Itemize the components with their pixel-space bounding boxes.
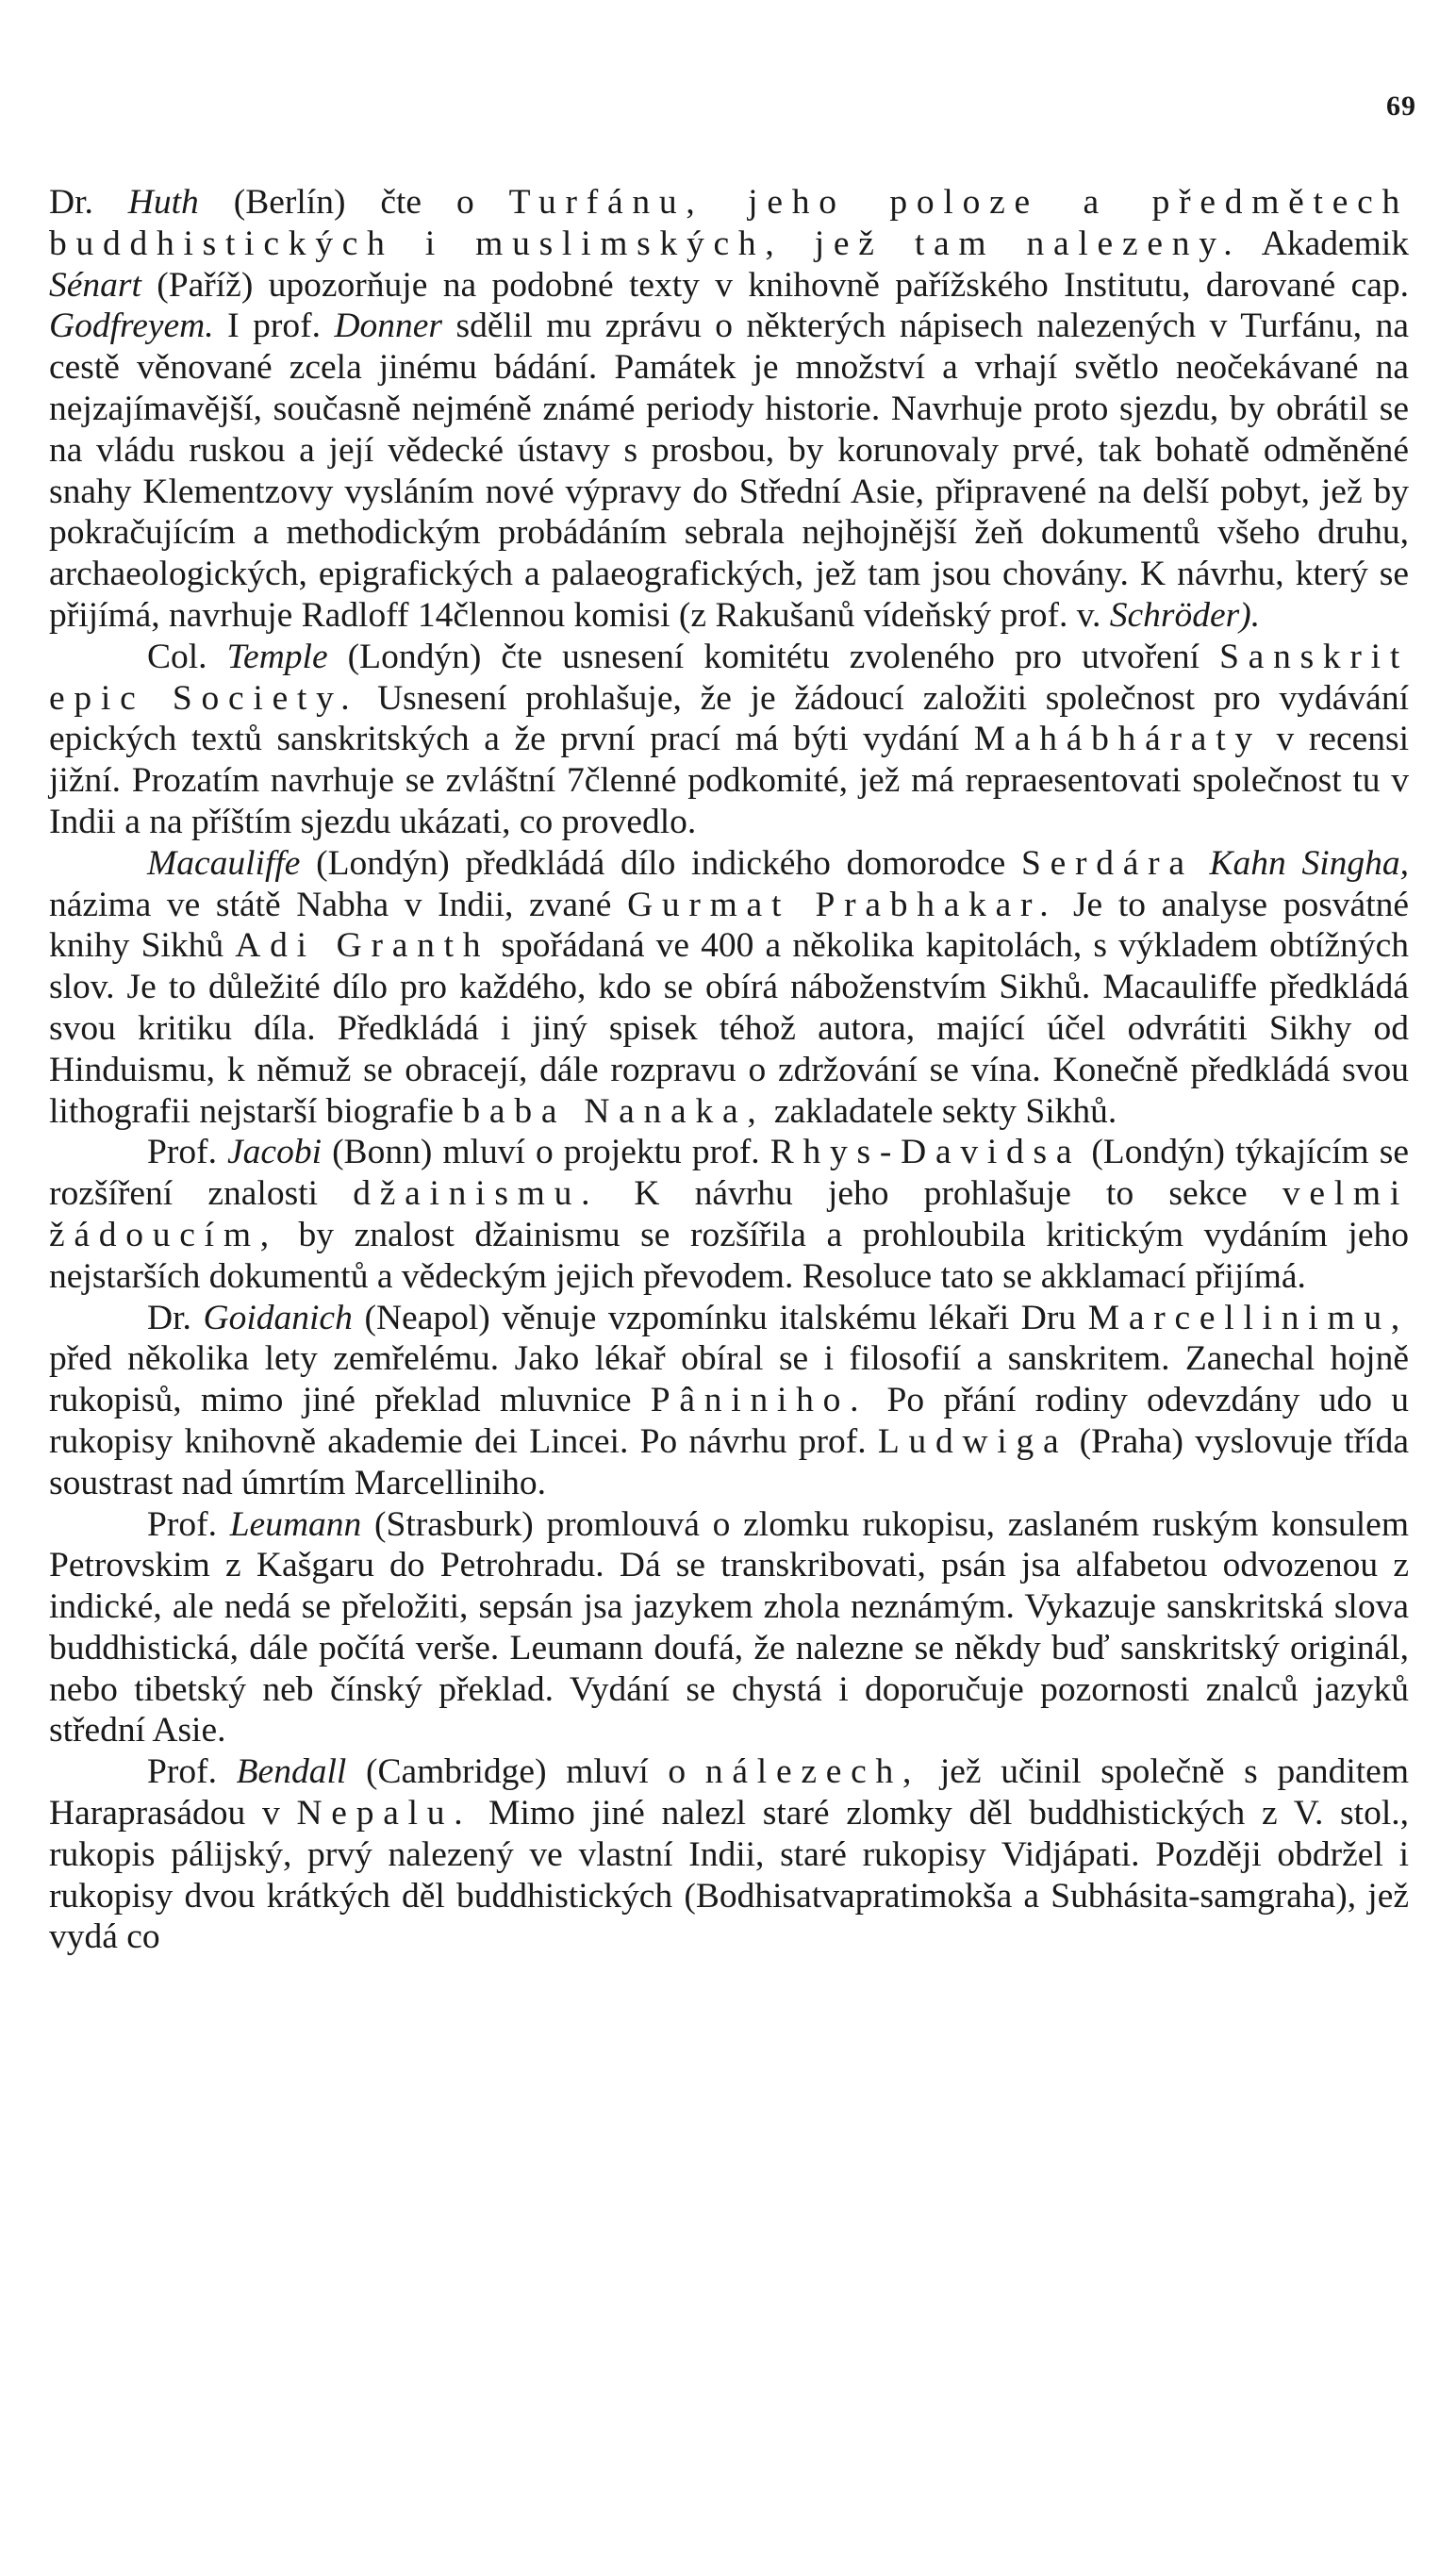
spaced-emphasis: Serdára	[1021, 843, 1194, 883]
text-run: sdělil mu zprávu o některých nápisech nalezených v Turfánu, na cestě věnované zcela jinému bádání. Památek je množství a vrhají světlo neočekávané na nejzajímavější, současně nejméně známé periody historie. Navrhuje proto sjezdu, by obrátil se na vládu ruskou a její vědecké ústavy s prosbou, by korunovaly prvé, tak bohatě odměněné snahy Klementzovy vysláním nové výpravy do Střední Asie, připravené na delší pobyt, jež by pokračujícím a methodickým probádáním sebrala nejhojnější žeň dokumentů všeho druhu, archaeologických, epigrafických a palaeografických, jež tam jsou chovány. K návrhu, který se přijímá, navrhuje Radloff 14člennou komisi (z Rakušanů vídeňský prof. v.	[49, 307, 1409, 635]
text-run: K návrhu jeho prohlašuje to sekce	[599, 1174, 1282, 1214]
text-run: (Strasburk) promlouvá o zlomku rukopisu, zaslaném ruským konsulem Petrovskim z Kašgaru do Petrohradu. Dá se transkribovati, psán jsa alfabetou odvozenou z indické, ale nedá se přeložiti, sepsán jsa jazykem zhola neznámým. Vykazuje sanskritská slova buddhistická, dále počítá verše. Leumann doufá, že nalezne se někdy buď sanskritský originál, nebo tibetský neb čínský překlad. Vydání se chystá i doporučuje pozornosti znalců jazyků střední Asie.	[49, 1504, 1409, 1750]
text-run: (Berlín) čte o	[198, 183, 509, 222]
text-run: (Londýn) čte usnesení komitétu zvoleného pro utvoření	[327, 637, 1220, 676]
paragraph	[49, 1504, 1409, 1752]
spaced-emphasis: velmi žádoucím,	[49, 1174, 1409, 1254]
text-run: (Londýn) předkládá dílo indického domorodce	[300, 843, 1022, 883]
italic-name: Donner	[334, 307, 443, 346]
text-run: Col.	[147, 637, 227, 676]
spaced-emphasis: Marcellinimu,	[1087, 1298, 1409, 1337]
italic-name: Jacobi	[227, 1133, 322, 1172]
spaced-emphasis: Gurmat Prabhakar.	[627, 885, 1058, 924]
text-run: jež učinil společně s panditem Haraprasádou v	[49, 1752, 1409, 1833]
italic-name: Bendall	[236, 1752, 347, 1792]
italic-name: Schröder).	[1109, 595, 1261, 635]
text-run: Usnesení prohlašuje, že je žádoucí založiti společnost pro vydávání epických textů sanskritských a že první prací má býti vydání	[49, 678, 1409, 759]
text-run: Prof.	[147, 1133, 228, 1172]
text-run: spořádaná ve 400 a několika kapitolách, s výkladem obtížných slov. Je to důležité dílo pro každého, kdo se obírá náboženstvím Sikhů. Macauliffe předkládá svou kritiku díla. Předkládá i jiný spisek téhož autora, mající účel odvrátiti Sikhy od Hinduismu, k němuž se obracejí, dále rozpravu o zdržování se vína. Konečně předkládá svou lithografii nejstarší biografie	[49, 926, 1409, 1131]
spaced-emphasis: Adi Granth	[235, 926, 490, 966]
text-run: Prof.	[147, 1504, 230, 1544]
spaced-emphasis: Sanskrit epic Society.	[49, 637, 1409, 718]
spaced-emphasis: Pâniniho.	[650, 1381, 869, 1420]
text-run: Akademik	[1241, 224, 1410, 263]
text-run: (Bonn) mluví o projektu prof.	[322, 1133, 770, 1172]
text-run: Dr.	[49, 183, 128, 222]
italic-name: Leumann	[229, 1504, 362, 1544]
italic-name: Goidanich	[203, 1298, 353, 1337]
paragraph	[49, 1751, 1409, 1958]
text-run: názima ve státě Nabha v Indii, zvané	[49, 885, 628, 924]
text-run: před několika lety zemřelému. Jako lékař obíral se i filosofií a sanskritem. Zanechal hojně rukopisů, mimo jiné překlad mluvnice	[49, 1339, 1409, 1420]
paragraph	[49, 182, 1409, 637]
spaced-emphasis: Nepalu.	[296, 1794, 472, 1833]
italic-name: Sénart	[49, 265, 141, 305]
italic-name: Kahn Singha,	[1209, 843, 1410, 883]
text-run: Je to analyse posvátné knihy Sikhů	[49, 885, 1410, 966]
text-run: (Cambridge) mluví o	[346, 1752, 705, 1792]
spaced-emphasis: Ludwiga	[877, 1421, 1068, 1461]
spaced-emphasis: Mahábháraty	[973, 720, 1262, 759]
spaced-emphasis: Turfánu, jeho poloze a předmětech buddhistických i muslimských, jež tam nalezeny.	[49, 183, 1409, 263]
paragraph	[49, 843, 1409, 1133]
italic-name: Huth	[127, 183, 199, 222]
spaced-emphasis: džainismu.	[353, 1174, 600, 1214]
text-run	[1194, 844, 1210, 883]
text-run: zakladatele sekty Sikhů.	[765, 1091, 1117, 1131]
italic-name: Macauliffe	[147, 843, 301, 883]
text-run: Prof.	[147, 1752, 237, 1792]
text-run: I prof.	[213, 307, 335, 346]
paragraph	[49, 637, 1409, 843]
text-run: (Londýn) týkajícím se rozšíření znalosti	[49, 1133, 1409, 1214]
spaced-emphasis: baba Nanaka,	[462, 1091, 766, 1131]
text-run: (Paříž) upozorňuje na podobné texty v knihovně pařížského Institutu, darované cap.	[141, 265, 1409, 305]
text-run: (Neapol) věnuje vzpomínku italskému lékaři Dru	[352, 1298, 1088, 1337]
text-run: (Praha) vyslovuje třída soustrast nad úmrtím Marcelliniho.	[49, 1421, 1409, 1502]
body-text	[49, 182, 1409, 1958]
paragraph	[49, 1298, 1409, 1504]
italic-name: Godfreyem.	[49, 307, 214, 346]
text-run: Mimo jiné nalezl staré zlomky děl buddhistických z V. stol., rukopis pálijský, prvý nalezený ve vlastní Indii, staré rukopisy Vidjápati. Později obdržel i rukopisy dvou krátkých děl buddhistických (Bodhisatvapratimokša a Subhásita-samgraha), jež vydá co	[49, 1794, 1409, 1957]
text-run: Po přání rodiny odevzdány udo u rukopisy knihovně akademie dei Lincei. Po návrhu prof.	[49, 1381, 1409, 1461]
spaced-emphasis: nálezech,	[704, 1752, 921, 1792]
italic-name: Temple	[226, 637, 328, 676]
spaced-emphasis: Rhys-Davidsa	[769, 1133, 1082, 1172]
text-run: by znalost džainismu se rozšířila a prohloubila kritickým vydáním jeho nejstarších dokumentů a vědeckým jejich převodem. Resoluce tato se akklamací přijímá.	[49, 1215, 1409, 1296]
page-number: 69	[1386, 91, 1416, 122]
paragraph	[49, 1132, 1409, 1297]
text-run: Dr.	[147, 1298, 204, 1337]
text-run: v recensi jižní. Prozatím navrhuje se zvláštní 7členné podkomité, jež má repraesentovati společnost tu v Indii a na příštím sjezdu ukázati, co provedlo.	[49, 720, 1410, 841]
